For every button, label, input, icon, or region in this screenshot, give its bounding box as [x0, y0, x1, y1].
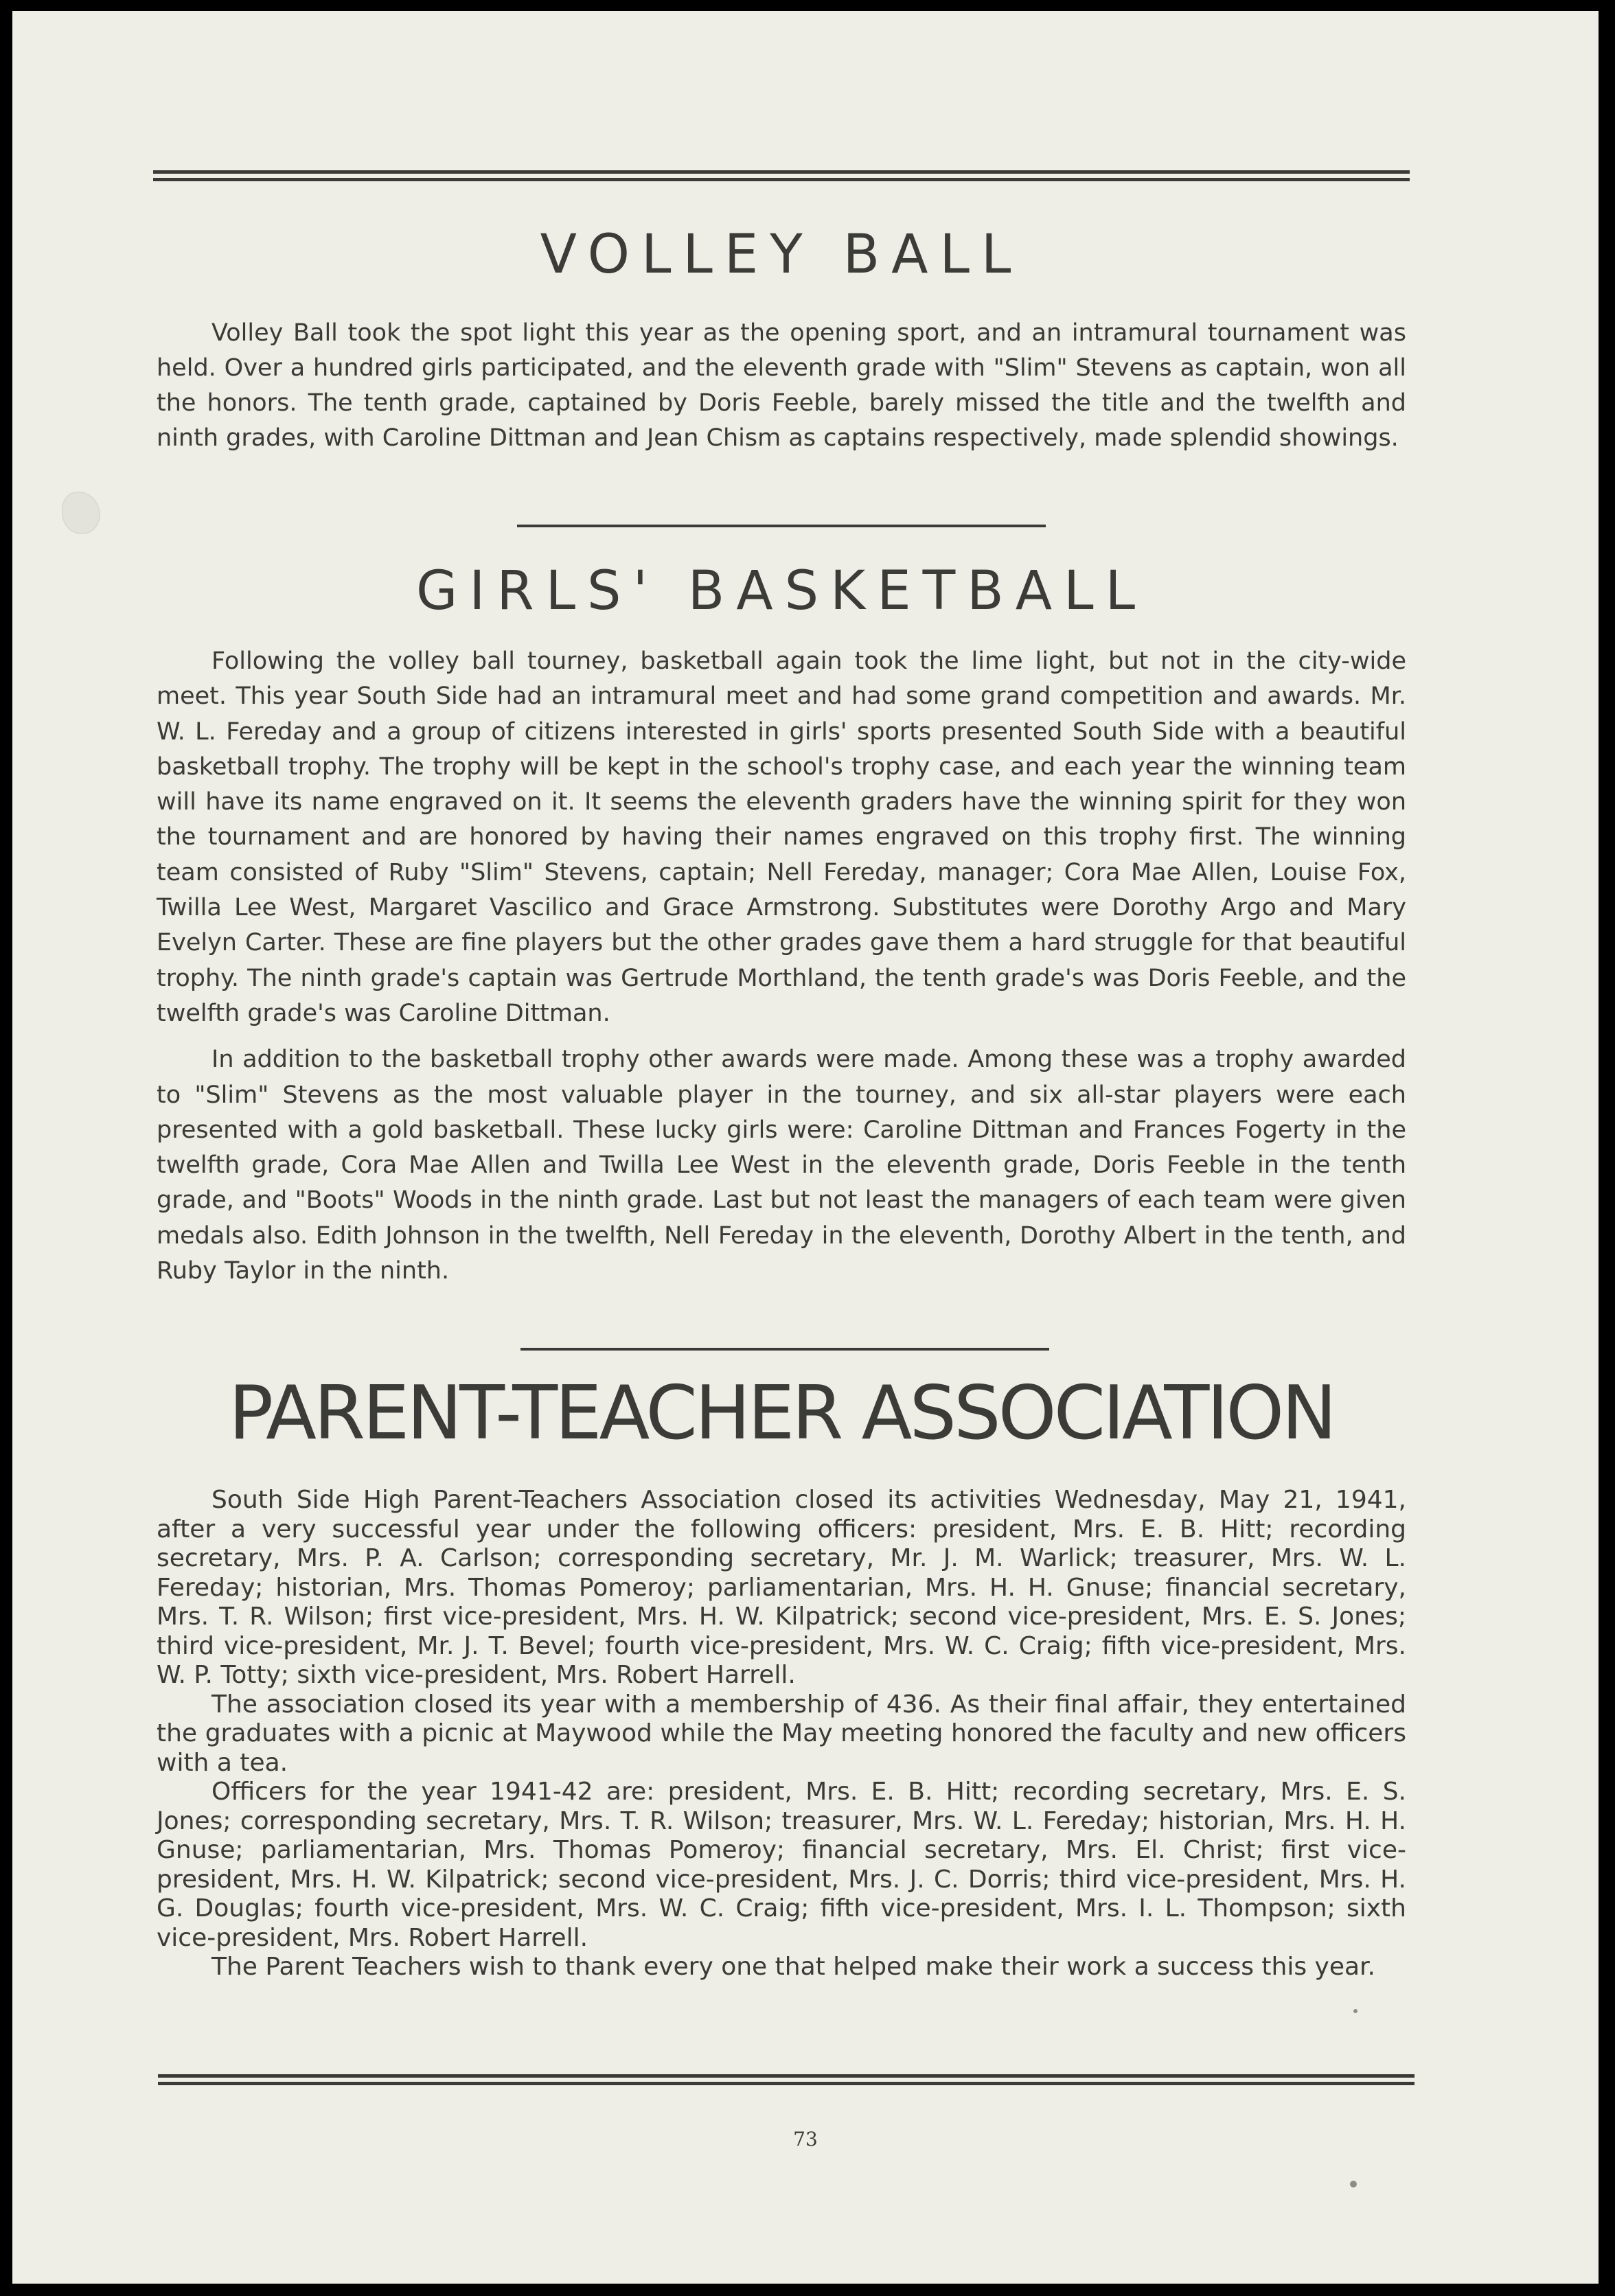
top-double-rule: [153, 170, 1410, 181]
volley-ball-heading: VOLLEY BALL: [540, 224, 1023, 286]
ink-speck: [1350, 2181, 1357, 2188]
section-divider: [520, 1348, 1049, 1351]
section-divider: [517, 525, 1046, 527]
pta-heading: PARENT-TEACHER ASSOCIATION: [228, 1370, 1335, 1456]
girls-basketball-heading: GIRLS' BASKETBALL: [415, 560, 1147, 622]
page-blemish: [62, 492, 100, 534]
page-number: 73: [793, 2128, 818, 2150]
girls-basketball-text: [157, 644, 1406, 1300]
girls-basketball-paragraph: Following the volley ball tourney, basketball again took the lime light, but not in the city-wide meet. This year South Side had an intramural meet and had some grand competition and awards. Mr. W. L. Fereday and a group of citizens interested in girls' sports presented South Side with a beautiful basketball trophy. The trophy will be kept in the school's trophy case, and each year the winning team will have its name engraved on it. It seems the eleventh graders have the winning spirit for they won the tournament and are honored by having their names engraved on this trophy first. The winning team consisted of Ruby "Slim" Stevens, captain; Nell Fereday, manager; Cora Mae Allen, Louise Fox, Twilla Lee West, Margaret Vascilico and Grace Armstrong. Substitutes were Dorothy Argo and Mary Evelyn Carter. These are fine players but the other grades gave them a hard struggle for that beautiful trophy. The ninth grade's captain was Gertrude Morthland, the tenth grade's was Doris Feeble, and the twelfth grade's was Caroline Dittman.: [157, 647, 1406, 1027]
pta-paragraph: South Side High Parent-Teachers Association closed its activities Wednesday, May 21, 1941, after a very successful year under the following officers: president, Mrs. E. B. Hitt; recording secretary, Mrs. P. A. Carlson; corresponding secretary, Mr. J. M. Warlick; treasurer, Mrs. W. L. Fereday; historian, Mrs. Thomas Pomeroy; parliamentarian, Mrs. H. H. Gnuse; financial secretary, Mrs. T. R. Wilson; first vice-president, Mrs. H. W. Kilpatrick; second vice-president, Mrs. E. S. Jones; third vice-president, Mr. J. T. Bevel; fourth vice-president, Mrs. W. C. Craig; fifth vice-president, Mrs. W. P. Totty; sixth vice-president, Mrs. Robert Harrell.: [157, 1486, 1406, 1689]
yearbook-page: [12, 11, 1599, 2284]
volley-ball-text: [157, 316, 1406, 467]
pta-paragraph: The Parent Teachers wish to thank every one that helped make their work a success this year.: [211, 1953, 1375, 1981]
volley-ball-paragraph: Volley Ball took the spot light this year as the opening sport, and an intramural tournament was held. Over a hundred girls participated, and the eleventh grade with "Slim" Stevens as captain, won all the honors. The tenth grade, captained by Doris Feeble, barely missed the title and the twelfth and ninth grades, with Caroline Dittman and Jean Chism as captains respectively, made splendid showings.: [157, 319, 1406, 452]
pta-paragraph: The association closed its year with a membership of 436. As their final affair, they entertained the graduates with a picnic at Maywood while the May meeting honored the faculty and new officers with a tea.: [157, 1690, 1406, 1777]
pta-text: [157, 1486, 1406, 1982]
bottom-double-rule: [158, 2074, 1414, 2085]
ink-speck: [1353, 2009, 1358, 2013]
girls-basketball-paragraph: In addition to the basketball trophy other awards were made. Among these was a trophy awarded to "Slim" Stevens as the most valuable player in the tourney, and six all-star players were each presented with a gold basketball. These lucky girls were: Caroline Dittman and Frances Fogerty in the twelfth grade, Cora Mae Allen and Twilla Lee West in the eleventh grade, Doris Feeble in the tenth grade, and "Boots" Woods in the ninth grade. Last but not least the managers of each team were given medals also. Edith Johnson in the twelfth, Nell Fereday in the eleventh, Dorothy Albert in the tenth, and Ruby Taylor in the ninth.: [157, 1046, 1406, 1285]
pta-paragraph: Officers for the year 1941-42 are: president, Mrs. E. B. Hitt; recording secretary, Mrs. E. S. Jones; corresponding secretary, Mrs. T. R. Wilson; treasurer, Mrs. W. L. Fereday; historian, Mrs. H. H. Gnuse; parliamentarian, Mrs. Thomas Pomeroy; financial secretary, Mrs. El. Christ; first vice-president, Mrs. H. W. Kilpatrick; second vice-president, Mrs. J. C. Dorris; third vice-president, Mrs. H. G. Douglas; fourth vice-president, Mrs. W. C. Craig; fifth vice-president, Mrs. I. L. Thompson; sixth vice-president, Mrs. Robert Harrell.: [157, 1778, 1406, 1952]
